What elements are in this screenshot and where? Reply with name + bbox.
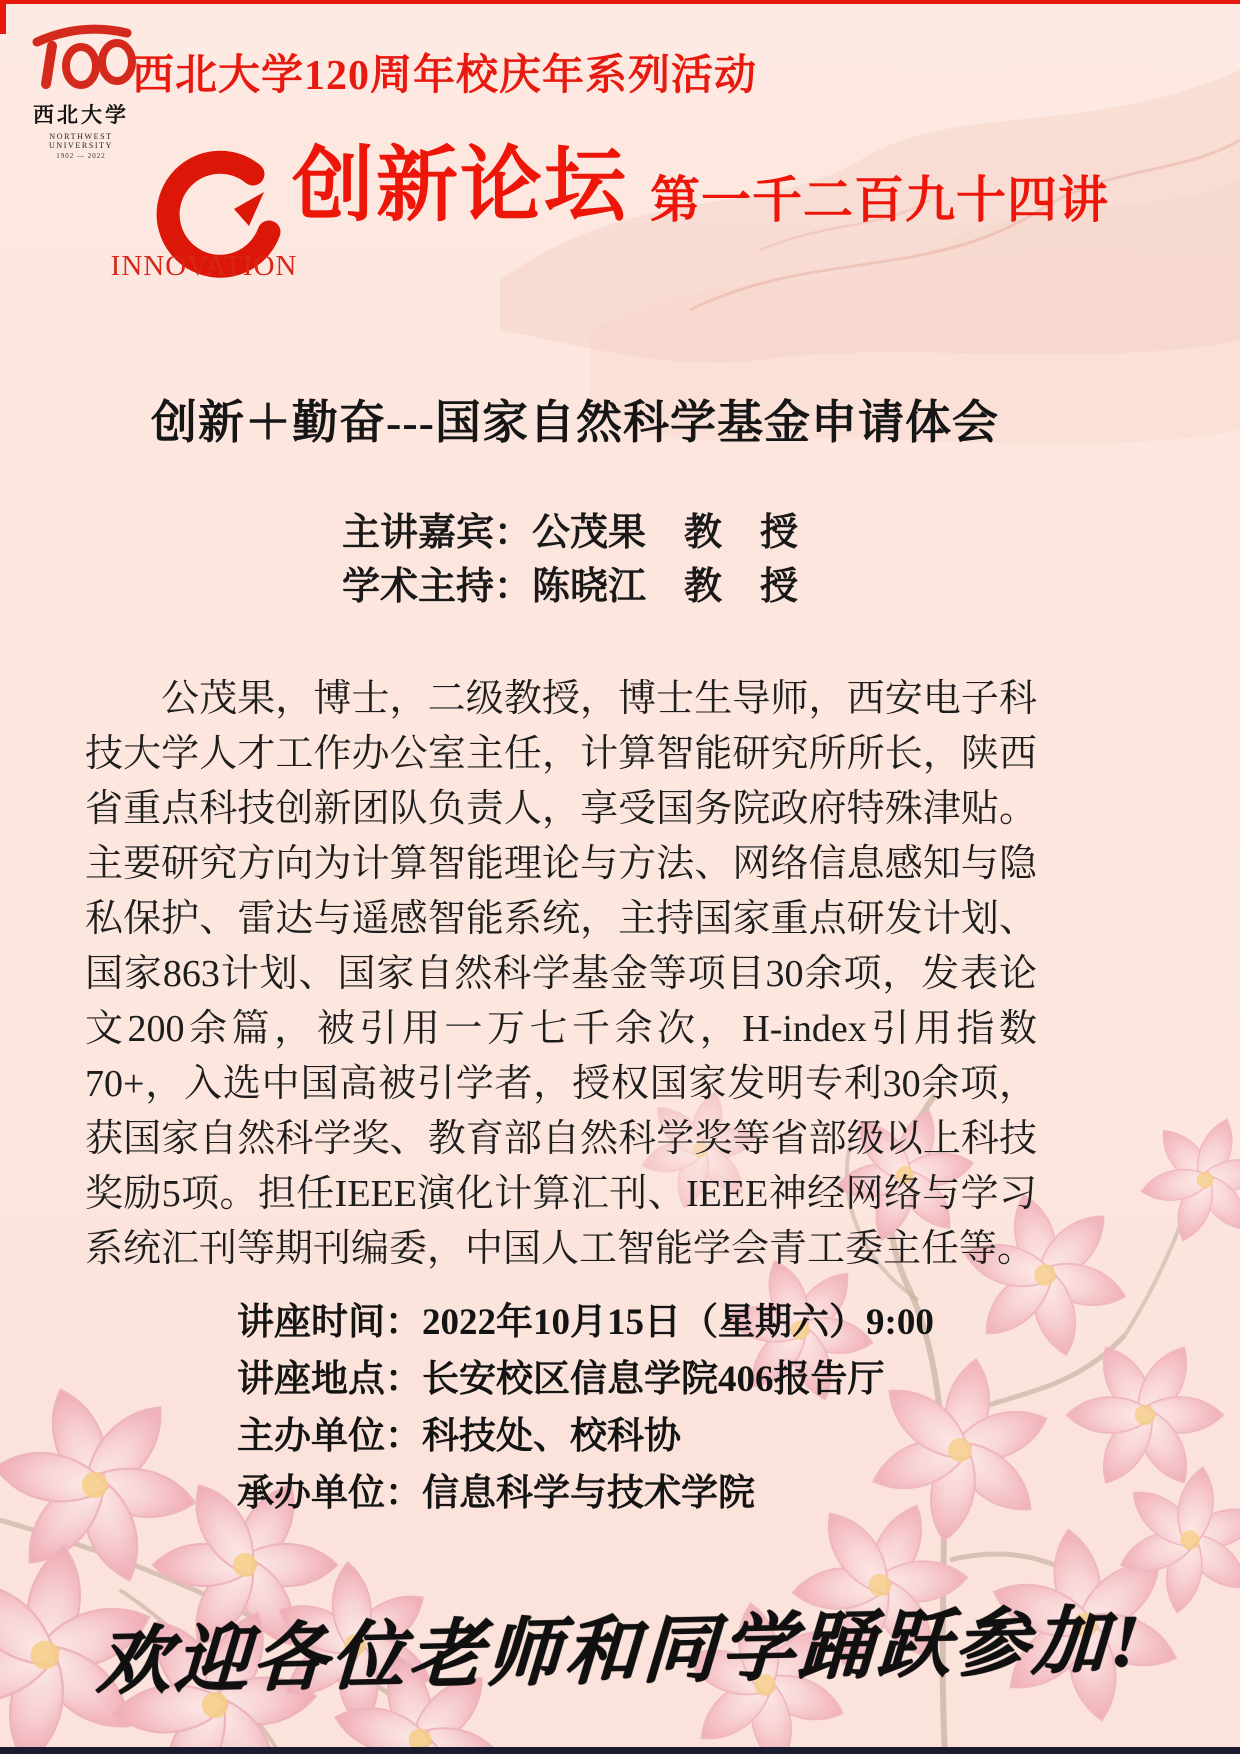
- top-edge-line: [0, 0, 1240, 4]
- detail-row-time: [237, 1294, 934, 1351]
- anniversary-years: 1902 — 2022: [56, 152, 106, 160]
- detail-value: 2022年10月15日（星期六）9:00: [422, 1302, 934, 1343]
- host-line: [0, 560, 1140, 614]
- speaker-label: 主讲嘉宾：: [341, 512, 532, 554]
- nwu-120-logo: [18, 16, 144, 160]
- lecture-number: 第一千二百九十四讲: [650, 172, 1109, 228]
- lecture-title: 创新＋勤奋---国家自然科学基金申请体会: [151, 397, 999, 448]
- university-name-en: NORTHWEST UNIVERSITY: [49, 132, 113, 150]
- innovation-wordmark: INNOVATION: [110, 250, 298, 282]
- nwu-120-emblem-icon: [25, 16, 137, 92]
- detail-row-location: [237, 1351, 934, 1408]
- speaker-host-block: [0, 506, 1140, 614]
- detail-label: 讲座地点：: [237, 1359, 422, 1400]
- host-name: 陈晓江 教 授: [532, 566, 799, 608]
- forum-title: 创新论坛: [292, 140, 629, 231]
- top-left-corner-mark: [0, 0, 6, 34]
- detail-label: 承办单位：: [237, 1473, 422, 1514]
- host-label: 学术主持：: [341, 566, 532, 608]
- speaker-name: 公茂果 教 授: [532, 512, 799, 554]
- detail-value: 科技处、校科协: [422, 1416, 681, 1457]
- detail-label: 讲座时间：: [237, 1302, 422, 1343]
- detail-value: 长安校区信息学院406报告厅: [422, 1359, 885, 1400]
- university-name: 西北大学: [33, 103, 129, 127]
- welcome-message: 欢迎各位老师和同学踊跃参加!: [94, 1599, 1145, 1705]
- series-title: 西北大学120周年校庆年系列活动: [132, 53, 758, 99]
- speaker-bio: 公茂果，博士，二级教授，博士生导师，西安电子科技大学人才工作办公室主任，计算智能研究所所长，陕西省重点科技创新团队负责人，享受国务院政府特殊津贴。主要研究方向为计算智能理论与方法、网络信息感知与隐私保护、雷达与遥感智能系统，主持国家重点研发计划、国家863计划、国家自然科学基金等项目30余项，发表论文200余篇，被引用一万七千余次，H-index引用指数70+，入选中国高被引学者，授权国家发明专利30余项，获国家自然科学奖、教育部自然科学奖等省部级以上科技奖励5项。担任IEEE演化计算汇刊、IEEE神经网络与学习系统汇刊等期刊编委，中国人工智能学会青工委主任等。: [85, 678, 1037, 1270]
- event-details: [237, 1294, 934, 1522]
- detail-row-undertaker: [237, 1465, 934, 1522]
- detail-label: 主办单位：: [237, 1416, 422, 1457]
- detail-value: 信息科学与技术学院: [422, 1473, 755, 1514]
- bottom-edge-bar: [0, 1747, 1240, 1754]
- detail-row-organizer: [237, 1408, 934, 1465]
- speaker-line: [0, 506, 1140, 560]
